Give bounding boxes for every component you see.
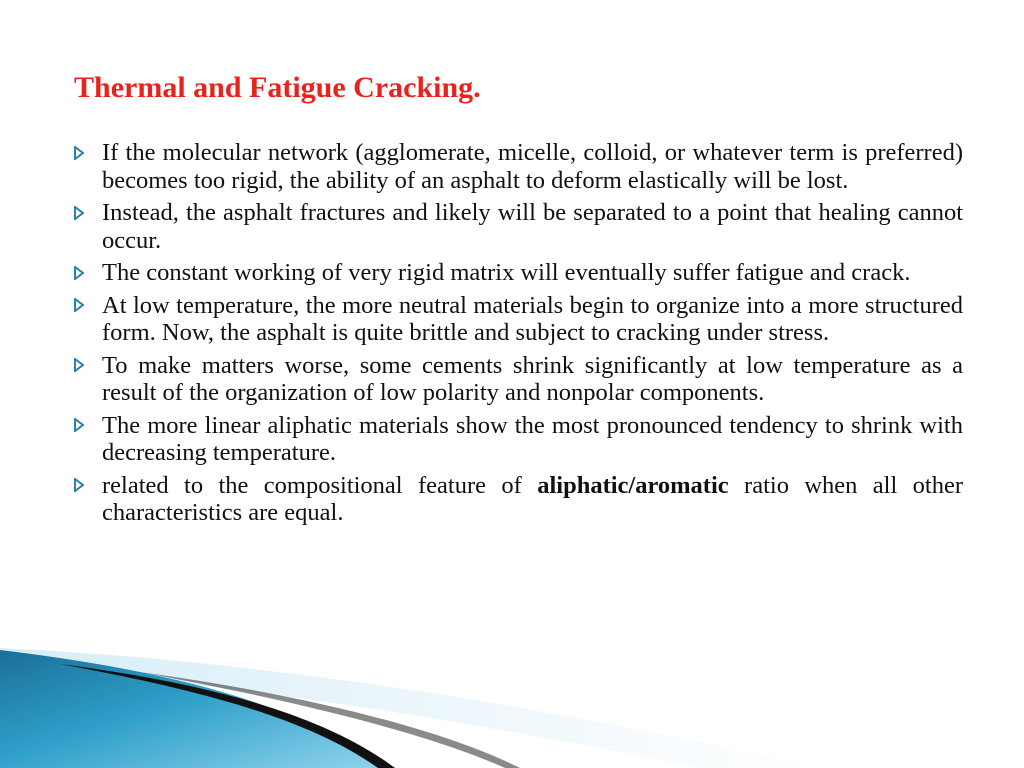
triangle-right-icon bbox=[74, 412, 102, 439]
slide-title: Thermal and Fatigue Cracking. bbox=[74, 71, 481, 104]
triangle-right-icon bbox=[74, 139, 102, 166]
bullet-item bbox=[74, 352, 963, 407]
bullet-item bbox=[74, 199, 963, 254]
bullet-text: To make matters worse, some cements shrink significantly at low temperature as a result of the organization of low polarity and nonpolar components. bbox=[102, 351, 963, 406]
triangle-right-icon bbox=[74, 259, 102, 286]
bullet-item bbox=[74, 292, 963, 347]
bullet-text bbox=[102, 472, 963, 527]
triangle-right-icon bbox=[74, 472, 102, 499]
bullet-item bbox=[74, 259, 963, 287]
bullet-text: The constant working of very rigid matrix will eventually suffer fatigue and crack. bbox=[102, 259, 911, 286]
bullet-text: If the molecular network (agglomerate, micelle, colloid, or whatever term is preferred) becomes too rigid, the ability of an asphalt to deform elastically will be lost. bbox=[102, 139, 963, 194]
bullet-item bbox=[74, 139, 963, 194]
bullet-item bbox=[74, 472, 963, 527]
triangle-right-icon bbox=[74, 199, 102, 226]
bullet-text-bold: aliphatic/aromatic bbox=[537, 471, 729, 499]
bullet-text: The more linear aliphatic materials show the most pronounced tendency to shrink with decreasing temperature. bbox=[102, 411, 963, 466]
triangle-right-icon bbox=[74, 292, 102, 319]
bullet-text-before: related to the compositional feature of bbox=[102, 471, 538, 499]
bullet-list bbox=[74, 139, 963, 532]
bullet-text-after: ratio when all other characteristics are equal. bbox=[102, 471, 964, 526]
bullet-text: At low temperature, the more neutral materials begin to organize into a more structured form. Now, the asphalt is quite brittle and subject to cracking under stress. bbox=[102, 291, 963, 346]
bullet-item bbox=[74, 412, 963, 467]
triangle-right-icon bbox=[74, 352, 102, 379]
bullet-text: Instead, the asphalt fractures and likely will be separated to a point that healing cannot occur. bbox=[102, 199, 963, 254]
